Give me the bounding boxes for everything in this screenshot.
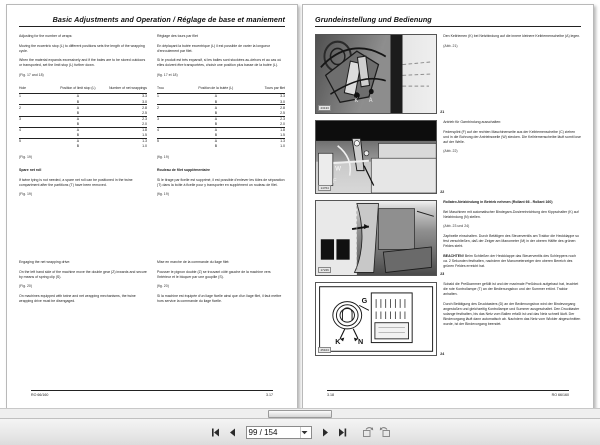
- en-intro-p2: When the material expands excessively and if the bales are to be stored outdoors or transported, set the limit stop (L) further down.: [19, 58, 146, 68]
- previous-page-icon: [227, 427, 238, 438]
- previous-page-button[interactable]: [226, 426, 239, 439]
- fr-spare-p1: Si le tirage par ficelle est supprimé, il est possible d'enlever les tôles de séparation (T) dans la boîte à ficelle pour y transporter en supplément un rouleau de filet.: [157, 177, 285, 187]
- svg-text:K: K: [335, 336, 341, 346]
- figure-24-photo-id: 25104: [318, 347, 331, 353]
- cell-position: B: [214, 99, 218, 104]
- figure-22-photo-wrap: [315, 120, 445, 194]
- figure-23-detail-overlay: [316, 201, 436, 275]
- page-number-field[interactable]: [246, 426, 312, 439]
- en-spare-p1: If twine tying is not needed, a spare net roll can be positioned in the twine compartment after the partitions (T) have been removed.: [19, 177, 133, 187]
- cell-position: A: [52, 94, 103, 100]
- cell-wraps: 1.5: [142, 133, 147, 138]
- fr-engage-p2: Si la machine est équipée d'un liage ficelle ainsi que d'un liage filet, il faut mettre hors service la commande du liage ficelle.: [157, 293, 282, 304]
- de-block3-text: Bei Maschinen mit automatischer Bindegarn-Dosiereinrichtung den Kippschalter (K) auf Netzbindung (N) stellen.: [443, 209, 579, 219]
- de-block3-heading: Rollatex-Netzbindung in Betrieb nehmen (Rollant 66 - Rollant 160): [443, 200, 553, 204]
- fr-intro-fig: (fig. 17 et 18): [157, 72, 178, 77]
- en-th-wraps: Number of net wrappings: [109, 86, 147, 91]
- cell-position: B: [76, 121, 80, 126]
- en-engage-p2: On machines equipped with twine and net wrapping mechanisms, the twine wrapping drive must be disengaged.: [19, 293, 136, 304]
- fr-spacer: [157, 202, 285, 260]
- figure-22-photo-id: 14764: [318, 185, 331, 191]
- de-block3-note-label: BEACHTEN!: [443, 253, 464, 258]
- figure-23-photo-id: 17246: [318, 267, 331, 273]
- fr-intro-p1: En déplaçant la butée excentrique (L) il est possible de varier la longueur d'enroulement par filet.: [157, 43, 271, 53]
- fr-intro-heading: Réglage des tours par filet: [157, 34, 198, 38]
- last-page-icon: [337, 427, 348, 438]
- de-block4-text: Sobald die Preßkammer gefüllt ist und der maximale Preßdruck aufgebaut hat, leuchtet die rote Kontrollampe (T) an der Bedienungsbox und der Summer ertönt. Traktor anhalten.: [443, 282, 579, 297]
- de-block4-text2: Durch Betätigung des Drucktasters (D) an der Bedienungsbox wird der Bindevorgang angestoßen und gleichzeitig Kontrollampe und Summer ausgeschaltet. Den Drucktaster solange festhalten, bis das Netz vom Ballen erfaßt ist und das Netz schnell läuft. Der Bindevorgang läuft dann automatisch ab. Nachdem das Netz vom Wickler abgeschnitten wurde, ist der Bindevorgang beendet.: [443, 301, 581, 327]
- figure-22-detail-overlay: [316, 121, 436, 193]
- rotate-clockwise-button[interactable]: [362, 426, 375, 439]
- en-th-position: Position of limit stop (L): [60, 86, 96, 91]
- cell-wraps: 2.0: [280, 121, 285, 126]
- first-page-icon: [210, 427, 221, 438]
- cell-hole: 5: [19, 138, 52, 144]
- english-column: [19, 34, 147, 309]
- cell-hole: 5: [157, 138, 190, 144]
- en-spare-heading: Spare net roll: [19, 168, 42, 173]
- footer-page-number-right: 3.18: [327, 393, 334, 397]
- figure-23-photo-wrap: [315, 200, 445, 276]
- cell-position: A: [190, 105, 241, 111]
- de-block1-fig: (Abb. 21): [443, 43, 458, 48]
- table-row: [157, 144, 285, 149]
- figure-21-detail-overlay: [316, 35, 436, 113]
- page-title-right: Grundeinstellung und Bedienung: [315, 15, 432, 24]
- cell-wraps: 3.3: [103, 94, 147, 100]
- cell-wraps: 2.8: [103, 105, 147, 111]
- cell-position: B: [76, 110, 80, 115]
- de-block3-text2: Zapfwelle einschalten. Durch Betätigen des Steuerventils am Traktor die Heckklappe so fest verschließen, daß der Zeiger am Manometer (M) in der oberen Hälfte des grünen Feldes steht.: [443, 233, 579, 249]
- figure-24-control-box-diagram: [316, 283, 436, 355]
- fr-fig-after-table: (fig. 19): [157, 155, 169, 160]
- cell-position: A: [190, 138, 241, 144]
- cell-wraps: 3.3: [241, 94, 285, 100]
- figure-block-21: [315, 34, 581, 114]
- en-wrap-table: [19, 86, 147, 149]
- cell-position: B: [214, 144, 218, 149]
- cell-wraps: 2.8: [241, 105, 285, 111]
- cell-wraps: 2.3: [241, 116, 285, 122]
- cell-hole: 2: [157, 105, 190, 111]
- en-spacer: [19, 202, 147, 260]
- pdf-toolbar: [0, 418, 600, 445]
- cell-hole: 1: [19, 94, 52, 100]
- cell-position: B: [76, 144, 80, 149]
- en-intro-fig: (Fig. 17 and 18): [19, 72, 44, 77]
- fr-th-hole: Trou: [157, 86, 164, 91]
- two-column-body-left: [19, 34, 285, 309]
- footer-doc-code-right: RO 66/160: [551, 393, 569, 397]
- en-fig-after-table: (Fig. 19): [19, 155, 33, 160]
- next-page-button[interactable]: [319, 426, 332, 439]
- page-title-left: Basic Adjustments and Operation / Réglage de base et maniement: [52, 15, 285, 24]
- fr-wrap-table: [157, 86, 285, 149]
- de-block2-heading: Antrieb für Garnbindung ausschalten:: [443, 120, 502, 124]
- cell-position: A: [190, 94, 241, 100]
- cell-hole: 3: [157, 116, 190, 122]
- cell-position: B: [214, 133, 218, 138]
- cell-position: B: [214, 121, 218, 126]
- cell-wraps: 2.3: [103, 116, 147, 122]
- cell-wraps: 1.8: [103, 127, 147, 133]
- cell-wraps: 1.0: [142, 144, 147, 149]
- fr-table-body: [157, 94, 285, 149]
- cell-position: A: [52, 105, 103, 111]
- fr-th-wraps: Tours par filet: [264, 86, 285, 91]
- page-number-value: 99 / 154: [248, 427, 278, 437]
- cell-position: A: [190, 116, 241, 122]
- cell-position: B: [76, 99, 80, 104]
- en-th-hole: Hole: [19, 86, 26, 91]
- figure-23-photo: [315, 200, 437, 276]
- rotate-counterclockwise-icon: [379, 426, 391, 438]
- horizontal-scrollbar-thumb[interactable]: [268, 410, 332, 418]
- rotate-counterclockwise-button[interactable]: [379, 426, 392, 439]
- figure-23-text: [443, 200, 581, 276]
- fr-intro-p2: Si le produit est très expansif, si les balles sont stockées au-dehors et au cas où elles doivent être transportées, choisir une position plus basse de la butée (L).: [157, 58, 282, 68]
- cell-wraps: 3.0: [280, 99, 285, 104]
- cell-wraps: 1.3: [241, 138, 285, 144]
- fr-spare-heading: Rouleau de filet supplémentaire: [157, 168, 210, 173]
- figure-24-number: 24: [440, 352, 445, 356]
- fr-th-position: Position de la butée (L): [198, 86, 234, 91]
- fr-spare-fig: (fig. 19): [157, 192, 169, 197]
- en-intro-heading: Adjusting for the number of wraps:: [19, 34, 73, 38]
- cell-hole: [19, 144, 52, 149]
- figure-21-photo-id: 23133: [318, 105, 331, 111]
- cell-position: A: [52, 127, 103, 133]
- footer-page-number-left: 3.17: [266, 393, 273, 397]
- cell-wraps: 2.0: [142, 121, 147, 126]
- table-row: [19, 144, 147, 149]
- pagination-controls: [209, 426, 392, 439]
- cell-wraps: 3.0: [142, 99, 147, 104]
- footer-divider-right: [327, 390, 569, 391]
- last-page-button[interactable]: [336, 426, 349, 439]
- cell-position: A: [52, 116, 103, 122]
- page-footer-right: [327, 390, 569, 398]
- figure-21-photo: [315, 34, 437, 114]
- french-column: [157, 34, 285, 309]
- en-engage-p1: On the left hand side of the machine move the double gear (Z) inwards and secure by means of spring clip (S).: [19, 269, 147, 279]
- de-block1-text: Den Keilriemen (K) bei Netzbindung auf die innere kleinere Keilriemenscheibe (A) legen.: [443, 34, 581, 38]
- figure-21-number: 21: [440, 110, 445, 114]
- figure-23-number: 23: [440, 272, 445, 276]
- en-engage-heading: Engaging the net wrapping drive:: [19, 260, 71, 265]
- cell-position: A: [190, 127, 241, 133]
- figure-21-text: [443, 34, 581, 114]
- de-block3-note-text: Beim Schließen der Heckklappe das Steuerventils des Schleppers noch ca. 2 Sekunden festhalten, nachdem der Manometerzeiger den oberen Bereich des grünen Feldes erreicht hat.: [443, 253, 577, 268]
- cell-hole: 1: [157, 94, 190, 100]
- svg-text:G: G: [361, 295, 368, 305]
- cell-hole: 3: [19, 116, 52, 122]
- en-engage-fig: (Fig. 20): [19, 284, 33, 289]
- horizontal-scrollbar-track[interactable]: [0, 408, 600, 419]
- figure-22-text: [443, 120, 581, 194]
- cell-wraps: 2.5: [280, 110, 285, 115]
- fr-engage-fig: (fig. 20): [157, 284, 169, 289]
- document-page-left: [6, 4, 298, 414]
- fr-engage-p1: Pousser le pignon double (Z) se trouvant côté gauche de la machine vers l'intérieur et le bloquer par une goupille (S).: [157, 269, 271, 279]
- figure-21-photo-wrap: [315, 34, 445, 114]
- de-block3-note: [443, 254, 581, 269]
- figure-22-number: 22: [440, 190, 445, 194]
- figure-22-photo: [315, 120, 437, 194]
- figure-24-photo-wrap: [315, 282, 445, 356]
- chevron-down-icon[interactable]: [300, 427, 309, 438]
- cell-wraps: 1.3: [103, 138, 147, 144]
- de-block2-text: Federsplint (F) auf der rechten Maschinenseite aus der Keilriemenscheibe (C) ziehen und in die Bohrung der Antriebswelle (W) stecken. Die Keilriemenscheibe läuft somit lose auf der Welle.: [443, 129, 581, 144]
- cell-position: B: [214, 110, 218, 115]
- cell-wraps: 2.5: [142, 110, 147, 115]
- figure-block-24: [315, 282, 581, 356]
- first-page-button[interactable]: [209, 426, 222, 439]
- figure-block-22: [315, 120, 581, 194]
- cell-wraps: 1.0: [280, 144, 285, 149]
- cell-hole: 4: [157, 127, 190, 133]
- page-footer-left: [31, 390, 273, 398]
- cell-hole: 4: [19, 127, 52, 133]
- en-intro-p1: Moving the eccentric stop (L) to different positions sets the length of the wrapping cycle.: [19, 43, 145, 53]
- cell-hole: [157, 144, 190, 149]
- cell-wraps: 1.5: [280, 133, 285, 138]
- next-page-icon: [320, 427, 331, 438]
- cell-hole: 2: [19, 105, 52, 111]
- figure-24-text: [443, 282, 581, 356]
- svg-text:F: F: [332, 177, 337, 186]
- de-block3-fig: (Abb. 23 und 24): [443, 224, 470, 229]
- de-block2-fig: (Abb. 22): [443, 149, 458, 154]
- figure-block-23: [315, 200, 581, 276]
- chevron-down-glyph: [301, 430, 308, 435]
- header-divider-right: [315, 26, 581, 27]
- svg-text:N: N: [358, 336, 364, 346]
- en-spare-fig: (Fig. 19): [19, 192, 33, 197]
- footer-divider-left: [31, 390, 273, 391]
- document-page-right: [302, 4, 594, 414]
- cell-position: B: [76, 133, 80, 138]
- svg-text:W: W: [335, 165, 341, 173]
- fr-engage-heading: Mise en marche de la commande du liage filet:: [157, 260, 230, 265]
- en-table-body: [19, 94, 147, 149]
- svg-text:K: K: [354, 98, 359, 105]
- header-divider-left: [19, 26, 285, 27]
- svg-text:A: A: [368, 98, 373, 105]
- rotate-clockwise-icon: [362, 426, 374, 438]
- footer-doc-code-left: RO 66/160: [31, 393, 49, 397]
- cell-wraps: 1.8: [241, 127, 285, 133]
- cell-position: A: [52, 138, 103, 144]
- figure-24-photo: [315, 282, 437, 356]
